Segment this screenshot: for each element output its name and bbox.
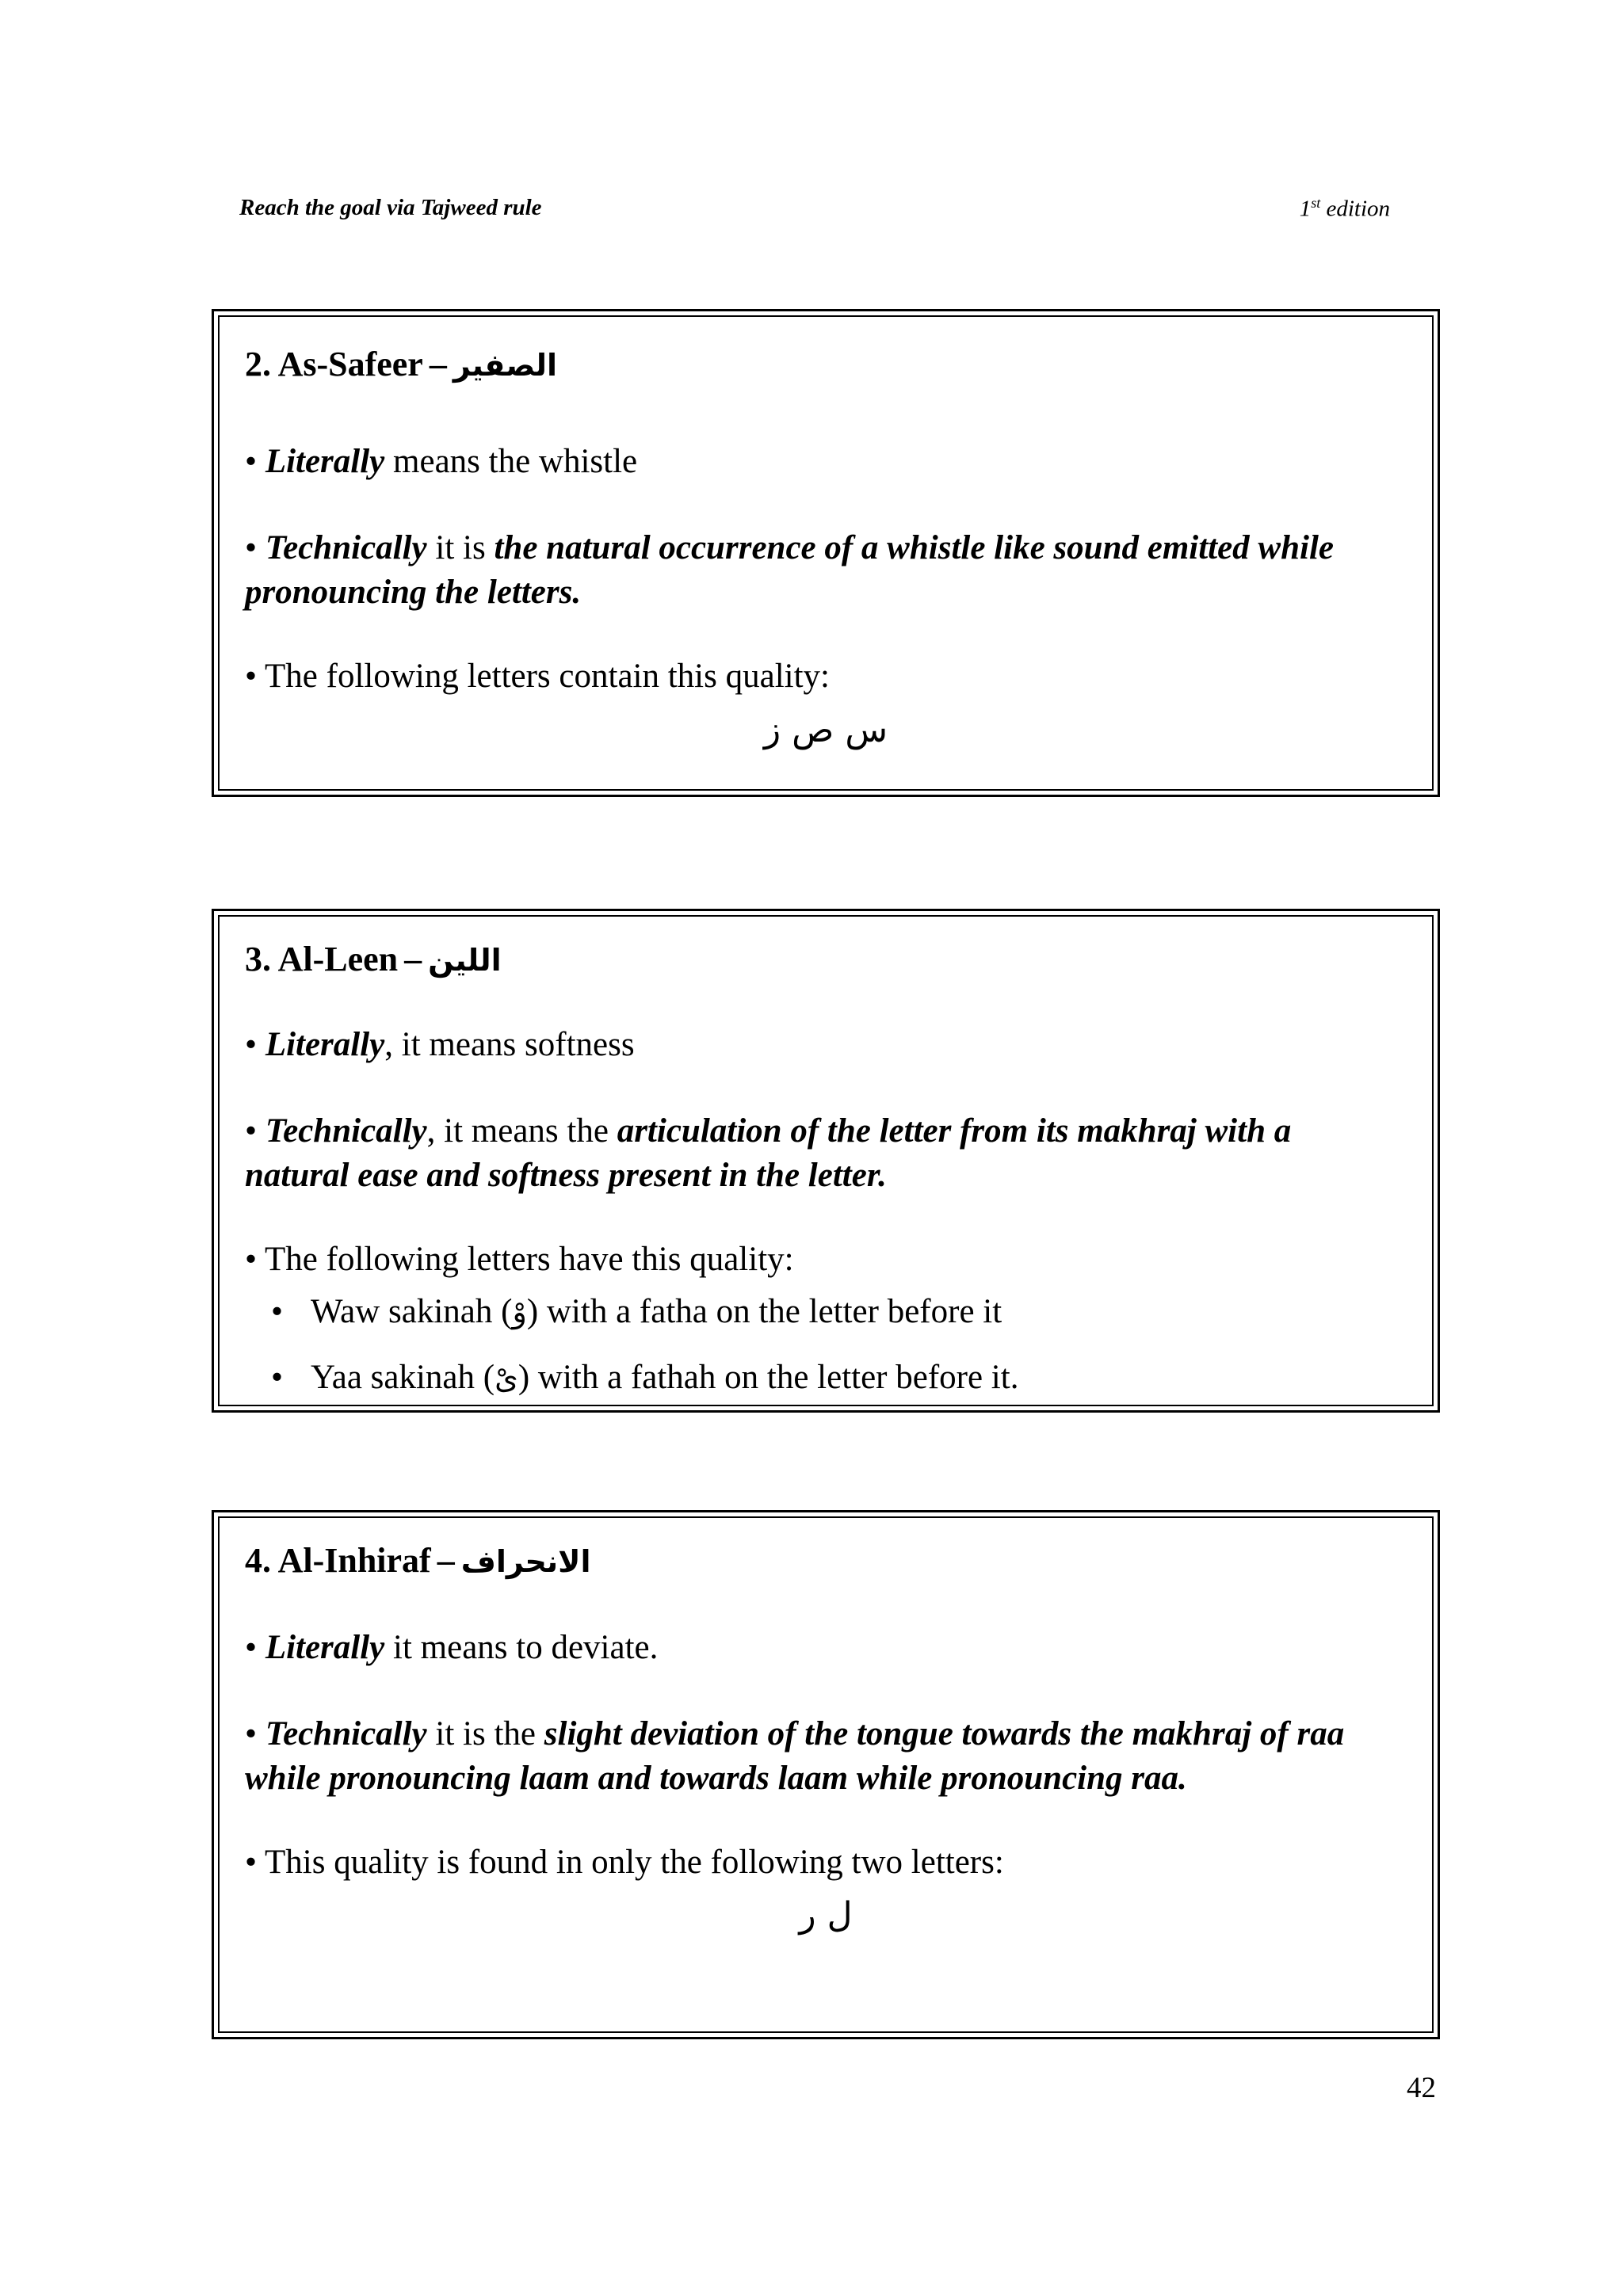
page-header	[239, 195, 1390, 227]
letters-intro: • This quality is found in only the following two letters:	[245, 1844, 1004, 1881]
page-number: 42	[1407, 2072, 1436, 2104]
technically-paragraph: • Technically it is the slight deviation of the tongue towards the makhraj of raa while pronouncing laam and towards laam while pronouncing raa.	[245, 1715, 1345, 1797]
literally-paragraph: • Literally means the whistle	[245, 443, 638, 480]
section-title-arabic: الصفير	[453, 348, 558, 383]
section-title-arabic: الانحراف	[460, 1544, 591, 1579]
arabic-letters: ل ر	[799, 1895, 853, 1936]
header-edition: 1st edition	[1299, 195, 1390, 222]
technically-paragraph: • Technically, it means the articulation of the letter from its makhraj with a natural ease and softness present in the letter.	[245, 1112, 1292, 1194]
technically-paragraph: • Technically it is the natural occurrence of a whistle like sound emitted while pronouncing the letters.	[245, 529, 1335, 611]
bullet-icon: •	[271, 1293, 284, 1330]
list-item: • Waw sakinah (وْ) with a fatha on the letter before it	[311, 1290, 1002, 1334]
list-item: • Yaa sakinah (ىْ) with a fathah on the letter before it.	[311, 1356, 1018, 1400]
letters-intro: • The following letters have this quality:	[245, 1241, 794, 1278]
header-title: Reach the goal via Tajweed rule	[239, 195, 542, 220]
section-al-inhiraf	[212, 1510, 1440, 2039]
section-title: 2. As-Safeer – الصفير	[245, 345, 558, 383]
section-title: 3. Al-Leen – اللين	[245, 940, 502, 978]
section-as-safeer	[212, 309, 1440, 797]
section-title-arabic: اللين	[428, 943, 502, 978]
arabic-letters: س ص ز	[763, 710, 888, 750]
literally-paragraph: • Literally, it means softness	[245, 1026, 635, 1063]
section-al-leen	[212, 909, 1440, 1413]
letters-intro: • The following letters contain this quality:	[245, 658, 830, 695]
literally-paragraph: • Literally it means to deviate.	[245, 1629, 659, 1666]
section-title: 4. Al-Inhiraf – الانحراف	[245, 1541, 591, 1580]
bullet-icon: •	[271, 1359, 284, 1396]
